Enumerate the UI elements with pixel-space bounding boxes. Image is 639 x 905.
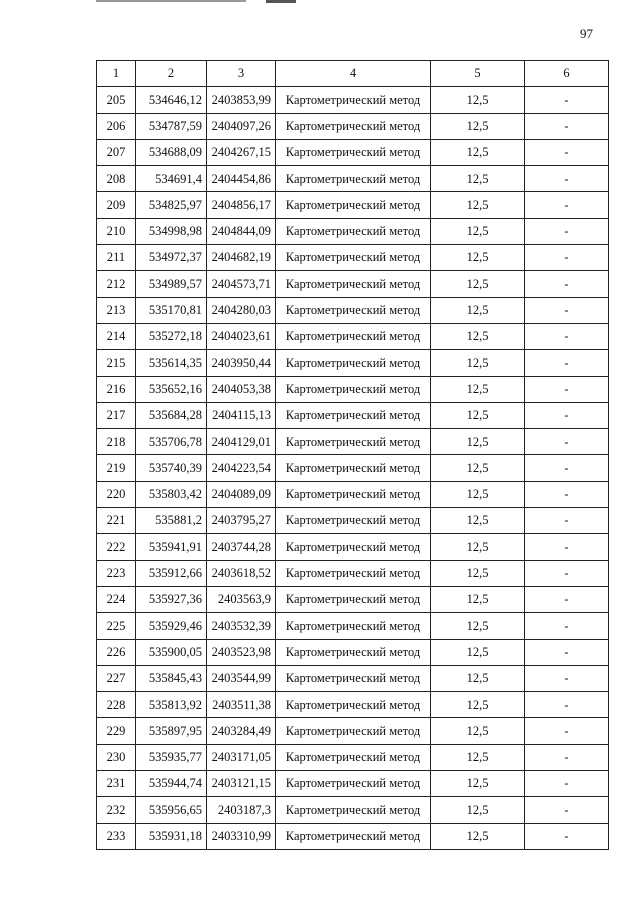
point-number-cell: 217 xyxy=(97,402,136,428)
method-cell: Картометрический метод xyxy=(276,771,431,797)
note-cell: - xyxy=(525,692,609,718)
point-number-cell: 228 xyxy=(97,692,136,718)
accuracy-cell: 12,5 xyxy=(431,166,525,192)
header-col-3: 3 xyxy=(207,61,276,87)
x-coordinate-cell: 534825,97 xyxy=(136,192,207,218)
point-number-cell: 225 xyxy=(97,613,136,639)
note-cell: - xyxy=(525,665,609,691)
note-cell: - xyxy=(525,534,609,560)
y-coordinate-cell: 2403853,99 xyxy=(207,87,276,113)
method-cell: Картометрический метод xyxy=(276,797,431,823)
table-row xyxy=(97,586,609,612)
method-cell: Картометрический метод xyxy=(276,350,431,376)
table-row xyxy=(97,665,609,691)
note-cell: - xyxy=(525,113,609,139)
accuracy-cell: 12,5 xyxy=(431,797,525,823)
table-row xyxy=(97,271,609,297)
method-cell: Картометрический метод xyxy=(276,166,431,192)
accuracy-cell: 12,5 xyxy=(431,560,525,586)
accuracy-cell: 12,5 xyxy=(431,113,525,139)
method-cell: Картометрический метод xyxy=(276,481,431,507)
accuracy-cell: 12,5 xyxy=(431,823,525,849)
method-cell: Картометрический метод xyxy=(276,665,431,691)
accuracy-cell: 12,5 xyxy=(431,87,525,113)
x-coordinate-cell: 534688,09 xyxy=(136,139,207,165)
accuracy-cell: 12,5 xyxy=(431,376,525,402)
table-body xyxy=(97,87,609,850)
point-number-cell: 210 xyxy=(97,218,136,244)
header-col-2: 2 xyxy=(136,61,207,87)
x-coordinate-cell: 535845,43 xyxy=(136,665,207,691)
top-scan-line xyxy=(96,0,246,2)
accuracy-cell: 12,5 xyxy=(431,718,525,744)
table-row xyxy=(97,508,609,534)
x-coordinate-cell: 535897,95 xyxy=(136,718,207,744)
point-number-cell: 211 xyxy=(97,245,136,271)
x-coordinate-cell: 534998,98 xyxy=(136,218,207,244)
accuracy-cell: 12,5 xyxy=(431,218,525,244)
accuracy-cell: 12,5 xyxy=(431,613,525,639)
x-coordinate-cell: 534989,57 xyxy=(136,271,207,297)
x-coordinate-cell: 534646,12 xyxy=(136,87,207,113)
y-coordinate-cell: 2403187,3 xyxy=(207,797,276,823)
method-cell: Картометрический метод xyxy=(276,429,431,455)
x-coordinate-cell: 535912,66 xyxy=(136,560,207,586)
y-coordinate-cell: 2403563,9 xyxy=(207,586,276,612)
x-coordinate-cell: 535170,81 xyxy=(136,297,207,323)
point-number-cell: 230 xyxy=(97,744,136,770)
point-number-cell: 231 xyxy=(97,771,136,797)
note-cell: - xyxy=(525,271,609,297)
header-col-4: 4 xyxy=(276,61,431,87)
header-col-6: 6 xyxy=(525,61,609,87)
accuracy-cell: 12,5 xyxy=(431,192,525,218)
note-cell: - xyxy=(525,297,609,323)
y-coordinate-cell: 2404856,17 xyxy=(207,192,276,218)
page-number: 97 xyxy=(580,26,593,41)
accuracy-cell: 12,5 xyxy=(431,481,525,507)
method-cell: Картометрический метод xyxy=(276,508,431,534)
accuracy-cell: 12,5 xyxy=(431,744,525,770)
point-number-cell: 207 xyxy=(97,139,136,165)
table-row xyxy=(97,692,609,718)
table-row xyxy=(97,350,609,376)
y-coordinate-cell: 2403511,38 xyxy=(207,692,276,718)
x-coordinate-cell: 534787,59 xyxy=(136,113,207,139)
x-coordinate-cell: 535941,91 xyxy=(136,534,207,560)
point-number-cell: 222 xyxy=(97,534,136,560)
note-cell: - xyxy=(525,639,609,665)
y-coordinate-cell: 2404053,38 xyxy=(207,376,276,402)
accuracy-cell: 12,5 xyxy=(431,271,525,297)
note-cell: - xyxy=(525,166,609,192)
point-number-cell: 226 xyxy=(97,639,136,665)
method-cell: Картометрический метод xyxy=(276,113,431,139)
method-cell: Картометрический метод xyxy=(276,613,431,639)
table-row xyxy=(97,297,609,323)
accuracy-cell: 12,5 xyxy=(431,245,525,271)
note-cell: - xyxy=(525,560,609,586)
note-cell: - xyxy=(525,245,609,271)
method-cell: Картометрический метод xyxy=(276,639,431,665)
accuracy-cell: 12,5 xyxy=(431,429,525,455)
point-number-cell: 221 xyxy=(97,508,136,534)
x-coordinate-cell: 534972,37 xyxy=(136,245,207,271)
note-cell: - xyxy=(525,823,609,849)
method-cell: Картометрический метод xyxy=(276,692,431,718)
y-coordinate-cell: 2403121,15 xyxy=(207,771,276,797)
table-row xyxy=(97,218,609,244)
point-number-cell: 219 xyxy=(97,455,136,481)
y-coordinate-cell: 2403523,98 xyxy=(207,639,276,665)
x-coordinate-cell: 535881,2 xyxy=(136,508,207,534)
table-row xyxy=(97,139,609,165)
y-coordinate-cell: 2403171,05 xyxy=(207,744,276,770)
table-row xyxy=(97,481,609,507)
header-col-1: 1 xyxy=(97,61,136,87)
point-number-cell: 208 xyxy=(97,166,136,192)
x-coordinate-cell: 535706,78 xyxy=(136,429,207,455)
note-cell: - xyxy=(525,797,609,823)
y-coordinate-cell: 2404089,09 xyxy=(207,481,276,507)
x-coordinate-cell: 535684,28 xyxy=(136,402,207,428)
table-row xyxy=(97,245,609,271)
x-coordinate-cell: 535929,46 xyxy=(136,613,207,639)
table-header xyxy=(97,61,609,87)
x-coordinate-cell: 535803,42 xyxy=(136,481,207,507)
table-row xyxy=(97,455,609,481)
x-coordinate-cell: 535900,05 xyxy=(136,639,207,665)
note-cell: - xyxy=(525,87,609,113)
method-cell: Картометрический метод xyxy=(276,718,431,744)
point-number-cell: 229 xyxy=(97,718,136,744)
x-coordinate-cell: 535272,18 xyxy=(136,323,207,349)
top-scan-mark xyxy=(266,0,296,3)
method-cell: Картометрический метод xyxy=(276,297,431,323)
y-coordinate-cell: 2404223,54 xyxy=(207,455,276,481)
table-row xyxy=(97,402,609,428)
note-cell: - xyxy=(525,744,609,770)
accuracy-cell: 12,5 xyxy=(431,402,525,428)
x-coordinate-cell: 535956,65 xyxy=(136,797,207,823)
note-cell: - xyxy=(525,771,609,797)
y-coordinate-cell: 2404844,09 xyxy=(207,218,276,244)
method-cell: Картометрический метод xyxy=(276,586,431,612)
method-cell: Картометрический метод xyxy=(276,271,431,297)
note-cell: - xyxy=(525,323,609,349)
y-coordinate-cell: 2403532,39 xyxy=(207,613,276,639)
y-coordinate-cell: 2404023,61 xyxy=(207,323,276,349)
table-row xyxy=(97,429,609,455)
coordinates-table xyxy=(96,60,609,850)
x-coordinate-cell: 535813,92 xyxy=(136,692,207,718)
x-coordinate-cell: 534691,4 xyxy=(136,166,207,192)
table-row xyxy=(97,718,609,744)
x-coordinate-cell: 535614,35 xyxy=(136,350,207,376)
method-cell: Картометрический метод xyxy=(276,323,431,349)
header-col-5: 5 xyxy=(431,61,525,87)
accuracy-cell: 12,5 xyxy=(431,323,525,349)
note-cell: - xyxy=(525,350,609,376)
accuracy-cell: 12,5 xyxy=(431,350,525,376)
table-row xyxy=(97,192,609,218)
y-coordinate-cell: 2403544,99 xyxy=(207,665,276,691)
note-cell: - xyxy=(525,718,609,744)
method-cell: Картометрический метод xyxy=(276,402,431,428)
accuracy-cell: 12,5 xyxy=(431,665,525,691)
method-cell: Картометрический метод xyxy=(276,192,431,218)
accuracy-cell: 12,5 xyxy=(431,455,525,481)
table-row xyxy=(97,613,609,639)
method-cell: Картометрический метод xyxy=(276,376,431,402)
accuracy-cell: 12,5 xyxy=(431,639,525,665)
y-coordinate-cell: 2404682,19 xyxy=(207,245,276,271)
point-number-cell: 209 xyxy=(97,192,136,218)
table-row xyxy=(97,560,609,586)
point-number-cell: 205 xyxy=(97,87,136,113)
point-number-cell: 224 xyxy=(97,586,136,612)
note-cell: - xyxy=(525,429,609,455)
note-cell: - xyxy=(525,139,609,165)
table-row xyxy=(97,823,609,849)
point-number-cell: 232 xyxy=(97,797,136,823)
note-cell: - xyxy=(525,613,609,639)
table-row xyxy=(97,534,609,560)
point-number-cell: 213 xyxy=(97,297,136,323)
y-coordinate-cell: 2403310,99 xyxy=(207,823,276,849)
method-cell: Картометрический метод xyxy=(276,823,431,849)
point-number-cell: 223 xyxy=(97,560,136,586)
table-row xyxy=(97,639,609,665)
header-row xyxy=(97,61,609,87)
table-row xyxy=(97,744,609,770)
accuracy-cell: 12,5 xyxy=(431,771,525,797)
point-number-cell: 215 xyxy=(97,350,136,376)
note-cell: - xyxy=(525,586,609,612)
accuracy-cell: 12,5 xyxy=(431,139,525,165)
x-coordinate-cell: 535652,16 xyxy=(136,376,207,402)
note-cell: - xyxy=(525,376,609,402)
table-row xyxy=(97,376,609,402)
table-row xyxy=(97,113,609,139)
accuracy-cell: 12,5 xyxy=(431,534,525,560)
point-number-cell: 220 xyxy=(97,481,136,507)
table-row xyxy=(97,323,609,349)
table-row xyxy=(97,797,609,823)
y-coordinate-cell: 2403284,49 xyxy=(207,718,276,744)
table-row xyxy=(97,166,609,192)
y-coordinate-cell: 2404097,26 xyxy=(207,113,276,139)
x-coordinate-cell: 535935,77 xyxy=(136,744,207,770)
y-coordinate-cell: 2404129,01 xyxy=(207,429,276,455)
y-coordinate-cell: 2403795,27 xyxy=(207,508,276,534)
y-coordinate-cell: 2404454,86 xyxy=(207,166,276,192)
accuracy-cell: 12,5 xyxy=(431,508,525,534)
x-coordinate-cell: 535740,39 xyxy=(136,455,207,481)
accuracy-cell: 12,5 xyxy=(431,586,525,612)
y-coordinate-cell: 2404280,03 xyxy=(207,297,276,323)
x-coordinate-cell: 535927,36 xyxy=(136,586,207,612)
point-number-cell: 212 xyxy=(97,271,136,297)
point-number-cell: 216 xyxy=(97,376,136,402)
x-coordinate-cell: 535931,18 xyxy=(136,823,207,849)
y-coordinate-cell: 2404115,13 xyxy=(207,402,276,428)
method-cell: Картометрический метод xyxy=(276,139,431,165)
note-cell: - xyxy=(525,508,609,534)
note-cell: - xyxy=(525,192,609,218)
method-cell: Картометрический метод xyxy=(276,744,431,770)
table-row xyxy=(97,771,609,797)
method-cell: Картометрический метод xyxy=(276,245,431,271)
point-number-cell: 233 xyxy=(97,823,136,849)
method-cell: Картометрический метод xyxy=(276,87,431,113)
note-cell: - xyxy=(525,455,609,481)
y-coordinate-cell: 2404267,15 xyxy=(207,139,276,165)
method-cell: Картометрический метод xyxy=(276,218,431,244)
table-row xyxy=(97,87,609,113)
y-coordinate-cell: 2403618,52 xyxy=(207,560,276,586)
method-cell: Картометрический метод xyxy=(276,534,431,560)
accuracy-cell: 12,5 xyxy=(431,297,525,323)
x-coordinate-cell: 535944,74 xyxy=(136,771,207,797)
accuracy-cell: 12,5 xyxy=(431,692,525,718)
y-coordinate-cell: 2404573,71 xyxy=(207,271,276,297)
method-cell: Картометрический метод xyxy=(276,455,431,481)
method-cell: Картометрический метод xyxy=(276,560,431,586)
note-cell: - xyxy=(525,481,609,507)
note-cell: - xyxy=(525,218,609,244)
point-number-cell: 206 xyxy=(97,113,136,139)
y-coordinate-cell: 2403744,28 xyxy=(207,534,276,560)
y-coordinate-cell: 2403950,44 xyxy=(207,350,276,376)
point-number-cell: 227 xyxy=(97,665,136,691)
note-cell: - xyxy=(525,402,609,428)
point-number-cell: 218 xyxy=(97,429,136,455)
point-number-cell: 214 xyxy=(97,323,136,349)
